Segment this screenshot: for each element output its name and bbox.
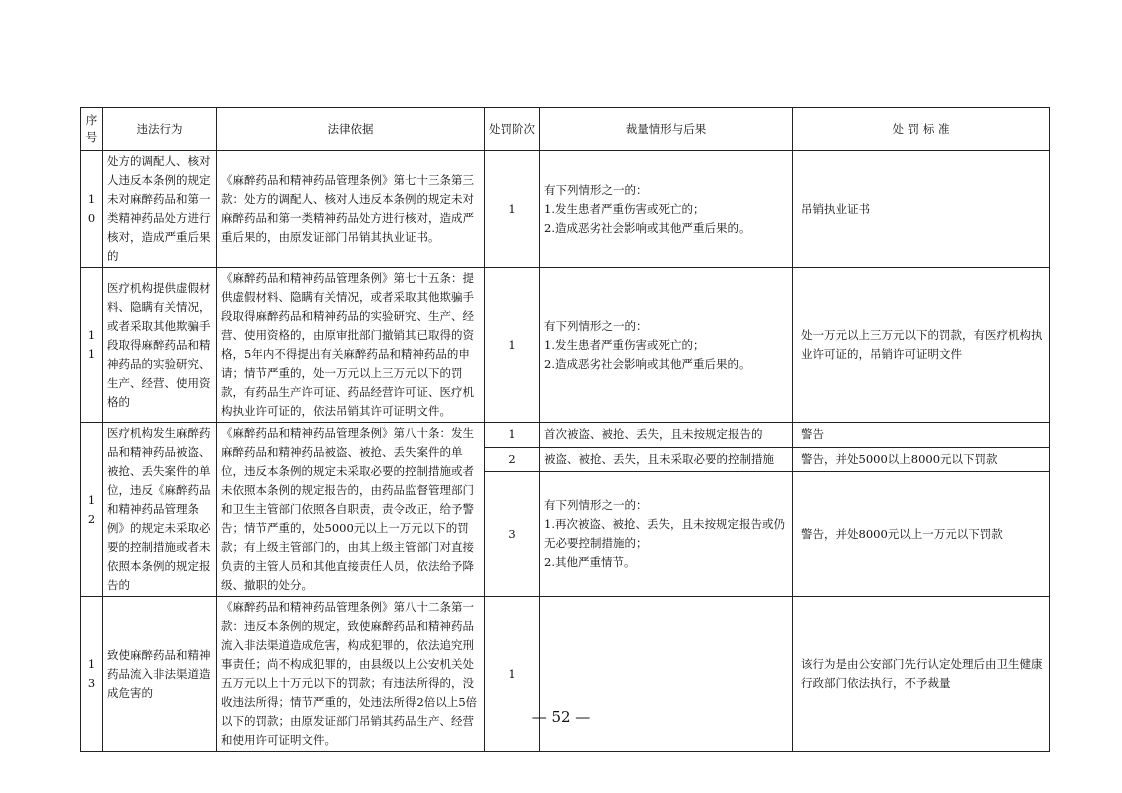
row-stage: 1: [485, 151, 540, 268]
condition-line: 有下列情形之一的：: [544, 498, 648, 513]
row-violation: 处方的调配人、核对人违反本条例的规定未对麻醉药品和第一类精神药品处方进行核对，造成严重后果的: [103, 151, 217, 268]
table-row: [81, 597, 1050, 752]
row-condition: 首次被盗、被抢、丢失，且未按规定报告的: [540, 423, 793, 448]
row-condition: [540, 268, 793, 423]
row-standard: 警告，并处5000以上8000元以下罚款: [793, 447, 1050, 472]
row-standard: 警告: [793, 423, 1050, 448]
row-standard: 该行为是由公安部门先行认定处理后由卫生健康行政部门依法执行，不予裁量: [793, 597, 1050, 752]
condition-line: 1.发生患者严重伤害或死亡的；: [544, 337, 705, 352]
row-violation: 医疗机构提供虚假材料、隐瞒有关情况，或者采取其他欺骗手段取得麻醉药品和精神药品的实验研究、生产、经营、使用资格的: [103, 268, 217, 423]
condition-line: 有下列情形之一的：: [544, 182, 648, 197]
row-seq: 13: [81, 597, 103, 752]
row-legal-basis: 《麻醉药品和精神药品管理条例》第八十二条第一款：违反本条例的规定，致使麻醉药品和精神药品流入非法渠道造成危害，构成犯罪的，依法追究刑事责任；尚不构成犯罪的，由县级以上公安机关处五万元以上十万元以下的罚款；有违法所得的，没收违法所得；情节严重的，处违法所得2倍以上5倍以下的罚款；由原发证部门吊销其药品生产、经营和使用许可证明文件。: [217, 597, 485, 752]
header-cond: 裁量情形与后果: [540, 108, 793, 151]
condition-line: 2.造成恶劣社会影响或其他严重后果的。: [544, 356, 751, 371]
row-condition: 被盗、被抢、丢失，且未采取必要的控制措施: [540, 447, 793, 472]
row-seq: 11: [81, 268, 103, 423]
row-condition: [540, 472, 793, 597]
row-stage: 1: [485, 268, 540, 423]
row-condition: [540, 597, 793, 752]
row-standard: 吊销执业证书: [793, 151, 1050, 268]
condition-line: 1.再次被盗、被抢、丢失，且未按规定报告或仍无必要控制措施的；: [544, 517, 785, 551]
row-standard: 警告，并处8000元以上一万元以下罚款: [793, 472, 1050, 597]
header-stage: 处罚阶次: [485, 108, 540, 151]
row-seq: 10: [81, 151, 103, 268]
condition-line: 2.其他严重情节。: [544, 555, 636, 570]
table-row: [81, 268, 1050, 423]
page-number: — 52 —: [531, 708, 591, 726]
row-violation: 致使麻醉药品和精神药品流入非法渠道造成危害的: [103, 597, 217, 752]
header-seq: 序号: [81, 108, 103, 151]
row-stage: 2: [485, 447, 540, 472]
condition-line: 1.发生患者严重伤害或死亡的；: [544, 201, 705, 216]
table-header-row: [81, 108, 1050, 151]
header-act: 违法行为: [103, 108, 217, 151]
row-stage: 1: [485, 423, 540, 448]
row-violation: 医疗机构发生麻醉药品和精神药品被盗、被抢、丢失案件的单位，违反《麻醉药品和精神药品管理条例》的规定未采取必要的控制措施或者未依照本条例的规定报告的: [103, 423, 217, 597]
row-condition: [540, 151, 793, 268]
table-row: [81, 423, 1050, 448]
condition-line: 2.造成恶劣社会影响或其他严重后果的。: [544, 220, 751, 235]
row-stage: 1: [485, 597, 540, 752]
row-standard: 处一万元以上三万元以下的罚款，有医疗机构执业许可证的，吊销许可证明文件: [793, 268, 1050, 423]
condition-line: 有下列情形之一的：: [544, 318, 648, 333]
header-basis: 法律依据: [217, 108, 485, 151]
row-seq: 12: [81, 423, 103, 597]
table-row: [81, 151, 1050, 268]
penalty-table: [80, 107, 1050, 752]
row-legal-basis: 《麻醉药品和精神药品管理条例》第七十五条：提供虚假材料、隐瞒有关情况，或者采取其他欺骗手段取得麻醉药品和精神药品的实验研究、生产、经营、使用资格的，由原审批部门撤销其已取得的资格，5年内不得提出有关麻醉药品和精神药品的申请；情节严重的，处一万元以上三万元以下的罚款，有药品生产许可证、药品经营许可证、医疗机构执业许可证的，依法吊销其许可证明文件。: [217, 268, 485, 423]
row-stage: 3: [485, 472, 540, 597]
row-legal-basis: 《麻醉药品和精神药品管理条例》第七十三条第三款：处方的调配人、核对人违反本条例的规定未对麻醉药品和第一类精神药品处方进行核对，造成严重后果的，由原发证部门吊销其执业证书。: [217, 151, 485, 268]
row-legal-basis: 《麻醉药品和精神药品管理条例》第八十条：发生麻醉药品和精神药品被盗、被抢、丢失案件的单位，违反本条例的规定未采取必要的控制措施或者未依照本条例的规定报告的，由药品监督管理部门和卫生主管部门依照各自职责，责令改正，给予警告；情节严重的，处5000元以上一万元以下的罚款；有上级主管部门的，由其上级主管部门对直接负责的主管人员和其他直接责任人员，依法给予降级、撤职的处分。: [217, 423, 485, 597]
header-std: 处 罚 标 准: [793, 108, 1050, 151]
